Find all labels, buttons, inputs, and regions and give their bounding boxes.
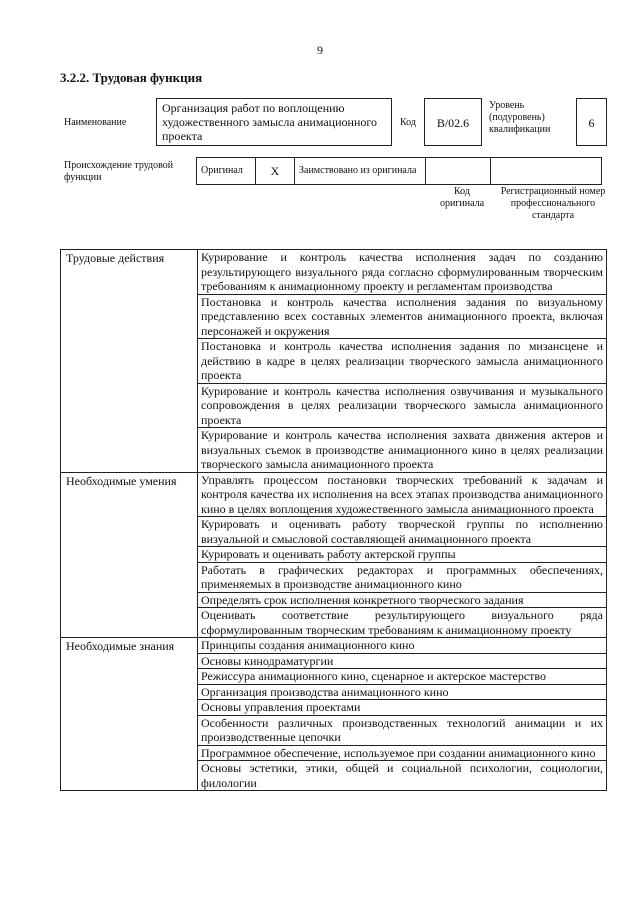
function-details-table xyxy=(60,249,607,791)
code-original-cell xyxy=(426,158,491,185)
list-item: Управлять процессом постановки творческих требований к задачам и контроля качества их исполнения на всех этапах производства анимационного кино в целях воплощения художественного замысла анимационного проекта xyxy=(198,472,607,517)
function-name-box: Организация работ по воплощению художественного замысла анимационного проекта xyxy=(156,98,392,146)
list-item: Основы управления проектами xyxy=(198,700,607,716)
section-title-actions: Трудовые действия xyxy=(61,250,198,473)
list-item: Курирование и контроль качества исполнения захвата движения актеров и визуальных съемок в производстве анимационного кино в целях реализации творческого замысла анимационного проекта xyxy=(198,428,607,473)
reg-number-cell xyxy=(491,158,602,185)
code-label: Код xyxy=(400,117,416,128)
list-item: Организация производства анимационного кино xyxy=(198,684,607,700)
list-item: Оценивать соответствие результирующего визуального ряда сформулированным творческим требованиям к анимационному проекту xyxy=(198,608,607,638)
level-label: Уровень (подуровень) квалификации xyxy=(489,100,551,135)
table-row xyxy=(61,638,607,654)
page-number: 9 xyxy=(317,43,323,57)
function-code-box: B/02.6 xyxy=(424,98,482,146)
original-mark: X xyxy=(256,158,295,185)
list-item: Программное обеспечение, используемое при создании анимационного кино xyxy=(198,745,607,761)
list-item: Работать в графических редакторах и программных обеспечениях, применяемых в производстве анимационного кино xyxy=(198,562,607,592)
reg-number-label: Регистрационный номер профессионального стандарта xyxy=(500,186,606,221)
list-item: Постановка и контроль качества исполнения задания по визуальному представлению всех составных элементов анимационного проекта, включая персонажей и окружения xyxy=(198,294,607,339)
table-row xyxy=(61,472,607,517)
table-row xyxy=(61,250,607,295)
list-item: Принципы создания анимационного кино xyxy=(198,638,607,654)
list-item: Постановка и контроль качества исполнения задания по мизансцене и действию в кадре в целях реализации творческого замысла анимационного проекта xyxy=(198,339,607,384)
name-label: Наименование xyxy=(64,117,127,128)
list-item: Особенности различных производственных технологий анимации и их производственные цепочки xyxy=(198,715,607,745)
list-item: Курирование и контроль качества исполнения озвучивания и музыкального сопровождения в целях реализации творческого замысла анимационного проекта xyxy=(198,383,607,428)
borrowed-label: Заимствовано из оригинала xyxy=(295,158,426,185)
section-title-knowledge: Необходимые знания xyxy=(61,638,198,791)
list-item: Основы эстетики, этики, общей и социальной психологии, социологии, филологии xyxy=(198,761,607,791)
section-title: 3.2.2. Трудовая функция xyxy=(60,70,203,85)
section-title-skills: Необходимые умения xyxy=(61,472,198,638)
list-item: Определять срок исполнения конкретного творческого задания xyxy=(198,592,607,608)
list-item: Курировать и оценивать работу творческой группы по исполнению визуальной и смысловой составляющей анимационного проекта xyxy=(198,517,607,547)
list-item: Основы кинодраматургии xyxy=(198,653,607,669)
origin-label: Происхождение трудовой функции xyxy=(64,160,174,183)
list-item: Режиссура анимационного кино, сценарное и актерское мастерство xyxy=(198,669,607,685)
origin-table xyxy=(196,157,602,185)
list-item: Курировать и оценивать работу актерской группы xyxy=(198,547,607,563)
original-label: Оригинал xyxy=(197,158,256,185)
level-value-box: 6 xyxy=(576,98,607,146)
list-item: Курирование и контроль качества исполнения задач по созданию результирующего визуального ряда согласно сформулированным творческим требованиям к анимационному проекту и регламентам производства xyxy=(198,250,607,295)
code-original-label: Код оригинала xyxy=(439,186,485,209)
